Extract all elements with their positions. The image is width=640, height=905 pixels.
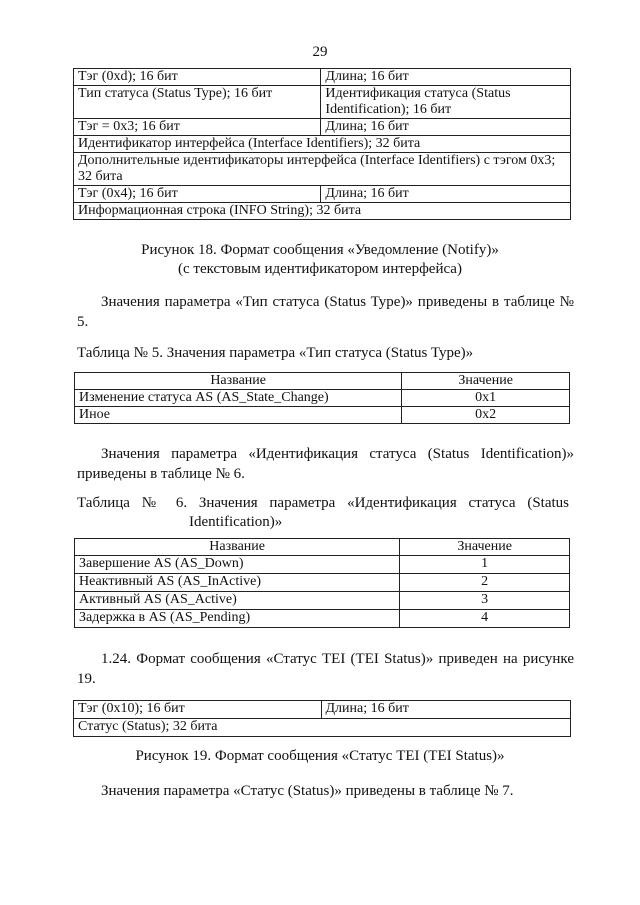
figure-18-caption	[0, 241, 640, 279]
table-cell: 2	[400, 574, 570, 592]
table-row	[74, 203, 571, 220]
column-header: Название	[75, 373, 402, 390]
table-cell: Длина; 16 бит	[321, 69, 571, 86]
table-cell: Изменение статуса AS (AS_State_Change)	[75, 390, 402, 407]
table-cell: Активный AS (AS_Active)	[75, 592, 400, 610]
page-number: 29	[312, 44, 328, 60]
table-cell: Длина; 16 бит	[321, 119, 571, 136]
column-header: Значение	[400, 539, 570, 556]
table-cell: Задержка в AS (AS_Pending)	[75, 610, 400, 628]
table-row	[74, 719, 571, 737]
table-cell: Тэг (0xd); 16 бит	[74, 69, 321, 86]
paragraph-table5-reference: Значения параметра «Тип статуса (Status Type)» приведены в таблице № 5.	[77, 294, 574, 330]
table-row	[75, 610, 570, 628]
table-cell: Тэг = 0x3; 16 бит	[74, 119, 321, 136]
table-header-row	[75, 373, 570, 390]
figure-19-caption: Рисунок 19. Формат сообщения «Статус TEI (TEI Status)»	[135, 748, 505, 764]
caption-line: (с текстовым идентификатором интерфейса)	[178, 261, 462, 277]
table-row	[74, 86, 571, 119]
table-cell: Тэг (0x10); 16 бит	[74, 701, 322, 719]
tei-status-message-format-table	[73, 700, 571, 737]
table-cell: 0x2	[402, 407, 570, 424]
table-cell: Тэг (0x4); 16 бит	[74, 186, 321, 203]
section-1-24-paragraph: 1.24. Формат сообщения «Статус TEI (TEI Status)» приведен на рисунке 19.	[77, 651, 574, 687]
status-identification-table	[74, 538, 570, 628]
table-cell: 1	[400, 556, 570, 574]
table-header-row	[75, 539, 570, 556]
column-header: Название	[75, 539, 400, 556]
table-cell: Идентификация статуса (Status Identification); 16 бит	[321, 86, 571, 119]
table-6-title	[77, 494, 569, 532]
title-line: Identification)»	[189, 514, 283, 530]
table-row	[75, 592, 570, 610]
paragraph-table6-reference: Значения параметра «Идентификация статуса (Status Identification)» приведены в таблице № 6.	[77, 446, 574, 482]
table-cell: Статус (Status); 32 бита	[74, 719, 571, 737]
table-cell: 3	[400, 592, 570, 610]
table-cell: Длина; 16 бит	[321, 186, 571, 203]
table-cell: Завершение AS (AS_Down)	[75, 556, 400, 574]
table-cell: Дополнительные идентификаторы интерфейса (Interface Identifiers) с тэгом 0x3; 32 бита	[74, 153, 571, 186]
table-row	[75, 556, 570, 574]
paragraph-table7-reference: Значения параметра «Статус (Status)» приведены в таблице № 7.	[101, 783, 514, 799]
title-line: Таблица № 6. Значения параметра «Идентификация статуса (Status	[77, 495, 569, 511]
table-5-title: Таблица № 5. Значения параметра «Тип статуса (Status Type)»	[77, 345, 474, 361]
table-cell: 0x1	[402, 390, 570, 407]
caption-line: Рисунок 18. Формат сообщения «Уведомление (Notify)»	[141, 242, 499, 258]
table-cell: Идентификатор интерфейса (Interface Identifiers); 32 бита	[74, 136, 571, 153]
table-row	[75, 407, 570, 424]
table-row	[74, 186, 571, 203]
table-cell: Иное	[75, 407, 402, 424]
table-row	[74, 153, 571, 186]
table-row	[74, 701, 571, 719]
table-cell: Тип статуса (Status Type); 16 бит	[74, 86, 321, 119]
table-row	[75, 390, 570, 407]
status-type-table	[74, 372, 570, 424]
table-cell: Неактивный AS (AS_InActive)	[75, 574, 400, 592]
table-row	[74, 136, 571, 153]
table-cell: Информационная строка (INFO String); 32 бита	[74, 203, 571, 220]
table-row	[74, 69, 571, 86]
column-header: Значение	[402, 373, 570, 390]
table-cell: 4	[400, 610, 570, 628]
table-cell: Длина; 16 бит	[321, 701, 571, 719]
table-row	[74, 119, 571, 136]
notify-message-format-table	[73, 68, 571, 220]
table-row	[75, 574, 570, 592]
